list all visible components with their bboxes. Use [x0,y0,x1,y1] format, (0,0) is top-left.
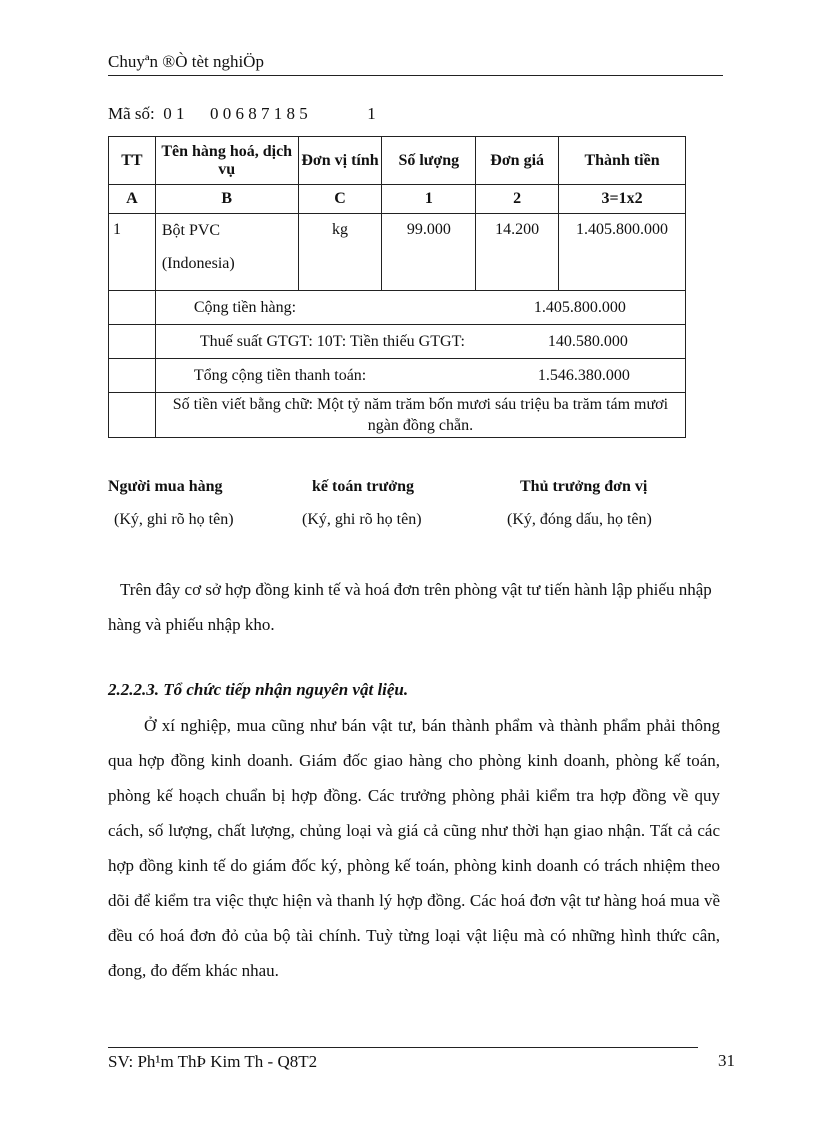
footer-author: SV: Ph¹m ThÞ Kim Th - Q8T2 [108,1052,318,1071]
row-name-line-2: (Indonesia) [161,255,235,272]
section-heading: 2.2.2.3. Tổ chức tiếp nhận nguyên vật liệu. [108,680,409,699]
code-cell: 2 [476,185,559,214]
invoice-code [108,104,376,124]
row-tt: 1 [109,214,156,291]
row-amount: 1.405.800.000 [559,214,686,291]
header-rule [108,75,723,76]
col-header-name: Tên hàng hoá, dịch vụ [155,137,298,185]
invoice-table [108,136,686,438]
empty-cell [109,393,156,438]
total-value: 1.546.380.000 [537,366,630,384]
row-price: 14.200 [476,214,559,291]
empty-cell [109,325,156,359]
subtotal-value: 1.405.800.000 [533,298,626,316]
row-unit: kg [298,214,382,291]
col-header-tt: TT [109,137,156,185]
empty-cell [109,359,156,393]
table-header-row [109,137,686,185]
col-header-price: Đơn giá [476,137,559,185]
signature-title-director: Thủ trưởng đơn vị [520,478,648,495]
signature-note-director: (Ký, đóng dấu, họ tên) [507,511,652,528]
code-cell: B [155,185,298,214]
paragraph-intro [108,572,718,642]
running-header: Chuyªn ®Ò tèt nghiÖp [108,52,264,71]
vat-value: 140.580.000 [547,332,628,350]
code-part-1: 0 1 [163,104,185,123]
subtotal-cell [155,291,685,325]
code-part-3: 1 [367,104,376,123]
row-name-line-1: Bột PVC [161,222,221,239]
col-header-amount: Thành tiền [559,137,686,185]
page-number: 31 [718,1051,735,1070]
total-cell [155,359,685,393]
signature-note-accountant: (Ký, ghi rõ họ tên) [302,511,422,528]
paragraph-body-text: Ở xí nghiệp, mua cũng như bán vật tư, bán thành phẩm và thành phẩm phải thông qua hợp đồng kinh doanh. Giám đốc giao hàng cho phòng kinh doanh, phòng kế toán, phòng kế hoạch chuẩn bị hợp đồng. Các trưởng phòng phải kiểm tra hợp đồng về quy cách, số lượng, chất lượng, chủng loại và giá cả cũng như thời hạn giao nhận. Tất cả các hợp đồng kinh tế do giám đốc ký, phòng kế toán, phòng kinh doanh có trách nhiệm theo dõi để kiểm tra việc thực hiện và thanh lý hợp đồng. Các hoá đơn vật tư hàng hoá mua về đều có hoá đơn đỏ của bộ tài chính. Tuỳ từng loại vật liệu mà có những hình thức cân, đong, đo đếm khác nhau. [108,716,720,980]
total-label: Tổng cộng tiền thanh toán: [193,366,367,384]
subtotal-label: Cộng tiền hàng: [193,298,297,316]
vat-cell [155,325,685,359]
row-name [155,214,298,291]
col-header-unit: Đơn vị tính [298,137,382,185]
code-cell: C [298,185,382,214]
code-cell: 3=1x2 [559,185,686,214]
code-label: Mã số: [108,104,155,123]
signature-title-buyer: Người mua hàng [108,478,223,495]
row-qty: 99.000 [382,214,476,291]
amount-in-words: Số tiền viết bằng chữ: Một tỷ năm trăm bốn mươi sáu triệu ba trăm tám mươi ngàn đồng chẵn. [155,393,685,438]
paragraph-body [108,708,720,988]
table-code-row [109,185,686,214]
amount-in-words-row [109,393,686,438]
signature-note-buyer: (Ký, ghi rõ họ tên) [114,511,234,528]
footer-rule [108,1047,698,1048]
vat-label: Thuế suất GTGT: 10T: Tiền thiếu GTGT: [199,332,465,350]
empty-cell [109,291,156,325]
paragraph-intro-text: Trên đây cơ sở hợp đồng kinh tế và hoá đơn trên phòng vật tư tiến hành lập phiếu nhập hàng và phiếu nhập kho. [108,580,712,634]
signature-title-accountant: kế toán trưởng [312,478,415,495]
col-header-qty: Số lượng [382,137,476,185]
code-part-2: 0 0 6 8 7 1 8 5 [210,104,308,123]
vat-row [109,325,686,359]
table-row [109,214,686,291]
total-row [109,359,686,393]
code-cell: 1 [382,185,476,214]
code-cell: A [109,185,156,214]
subtotal-row [109,291,686,325]
